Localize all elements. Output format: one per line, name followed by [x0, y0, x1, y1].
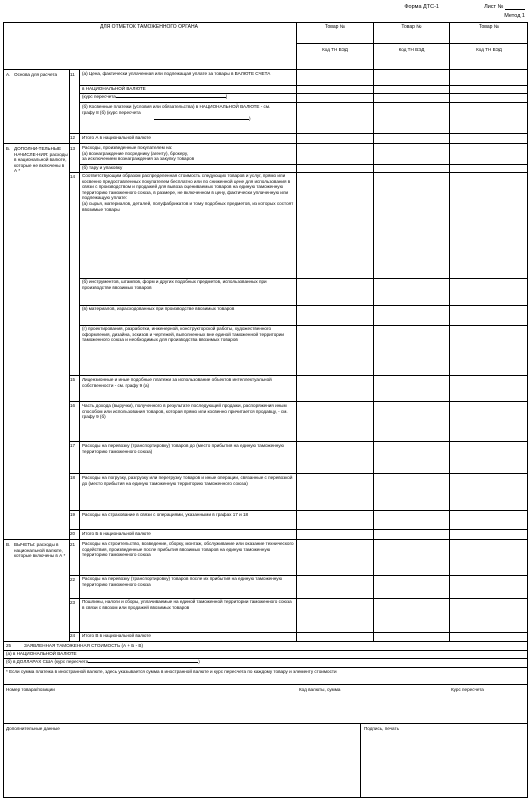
head-bottom-line: [4, 69, 527, 70]
row-19-number: 19: [70, 512, 76, 517]
row-line: [69, 529, 527, 530]
form-label: Форма ДТС-1: [404, 4, 439, 10]
row-17-number: 17: [70, 443, 76, 448]
row-11-number: 11: [70, 72, 75, 77]
row-13b-text: (б) тару и упаковку: [82, 165, 123, 170]
row-14d-text: (г) проектирования, разработки, инженерной, конструкторской работы, художественного оформления, дизайна, эскизов и чертежей, выполненных вне единой таможенной территории таможенного союза и необходимых для производства ввозимых товаров: [82, 326, 284, 343]
row-11b-rate-field[interactable]: [154, 119, 249, 120]
row-25b-rate-field[interactable]: [88, 662, 198, 663]
row-17-text: Расходы на перевозку (транспортировку) товаров до (место прибытия на единую таможенную территорию таможенного союза): [82, 443, 284, 454]
row-22-number: 22: [70, 577, 76, 582]
customs-use-heading: ДЛЯ ОТМЕТОК ТАМОЖЕННОГО ОРГАНА: [100, 24, 198, 30]
row-12-number: 12: [70, 135, 76, 140]
sheet-number: [484, 4, 525, 10]
sheet-number-field[interactable]: [505, 4, 525, 10]
row-line: [4, 684, 527, 685]
conversion-rate-label: Курс пересчета: [451, 687, 484, 692]
row-21-number: 21: [70, 542, 76, 547]
row-23-number: 23: [70, 600, 76, 605]
row-18-number: 18: [70, 475, 76, 480]
row-25b-text: (б) в ДОЛЛАРАХ США (курс пересчета ): [6, 659, 200, 664]
row-15-number: 15: [70, 377, 76, 382]
number-col-divider: [69, 69, 70, 641]
row-line: [4, 723, 527, 724]
section-v-letter: В.: [6, 542, 11, 547]
row-11-rate-field[interactable]: [116, 97, 226, 98]
signature-divider: [360, 723, 361, 798]
row-20-text: Итого Б в национальной валюте: [82, 531, 151, 536]
goods-header-3: Товар №: [478, 24, 500, 30]
hs-code-3: Код ТН ВЭД: [476, 47, 502, 52]
section-a-letter: А.: [6, 72, 11, 77]
section-b-letter: Б.: [6, 146, 11, 151]
row-line: [69, 375, 527, 376]
row-11-rate: (курс пересчета ): [82, 94, 228, 99]
row-19-text: Расходы на страхование в связи с операциями, указанными в графах 17 и 18: [82, 512, 249, 517]
goods-number-label: Номер товара/позиции: [6, 687, 55, 692]
row-14b-text: (б) инструментов, штампов, форм и других подобных предметов, использованных при производстве ввозимых товаров: [82, 279, 267, 290]
additional-data-label: Дополнительные данные: [6, 726, 60, 731]
section-line: [4, 641, 527, 642]
signature-label: Подпись, печать: [364, 726, 399, 731]
row-14-number: 14: [70, 174, 76, 179]
goods-header-2: Товар №: [401, 24, 422, 30]
row-24-number: 24: [70, 633, 76, 638]
section-v-title: ВЫЧЕТЫ: расходы в национальной валюте, которые включены в А *: [14, 542, 66, 559]
row-18-text: Расходы на погрузку, разгрузку или перегрузку товаров и иные операции, связанные с перевозкой до (место прибытия на единую таможенную территорию таможенного союза): [82, 475, 293, 486]
row-21-text: Расходы на строительство, возведение, сборку, монтаж, обслуживание или оказание технического содействия, произведенные после прибытия ввозимых товаров на единую таможенную территорию таможенного союза: [82, 541, 294, 558]
row-22-text: Расходы на перевозку (транспортировку) товаров после их прибытия на единую таможенную территорию таможенного союза: [82, 576, 283, 587]
row-25-number: 25: [6, 643, 12, 648]
row-line: [69, 401, 527, 402]
row-11-national: в НАЦИОНАЛЬНОЙ ВАЛЮТЕ: [82, 86, 146, 91]
row-13-number: 13: [70, 146, 76, 151]
row-11b-rate-field-wrap: ): [154, 116, 254, 122]
row-25-title: ЗАЯВЛЕННАЯ ТАМОЖЕННАЯ СТОИМОСТЬ (А + Б - В): [24, 643, 143, 648]
text-col-divider: [79, 69, 80, 641]
row-line: [69, 473, 527, 474]
row-20-number: 20: [70, 531, 76, 536]
row-12-text: Итого А в национальной валюте: [82, 135, 151, 140]
sheet-label: Лист №: [484, 4, 504, 10]
goods-header-split: [296, 43, 527, 44]
row-16-number: 16: [70, 403, 76, 408]
row-23-text: Пошлины, налоги и сборы, уплачиваемые на единой таможенной территории таможенного союза в связи с ввозом или продажей ввозимых товаров: [82, 599, 292, 610]
row-11b-text: (б) Косвенные платежи (условия или обязательства) в НАЦИОНАЛЬНОЙ ВАЛЮТЕ - см. графу 8 (б) (курс пересчета: [82, 104, 271, 115]
row-25b-label: (б) в ДОЛЛАРАХ США (курс пересчета: [6, 659, 89, 664]
section-b-title: ДОПОЛНИ-ТЕЛЬНЫЕ НАЧИСЛЕ-НИЯ: расходы в национальной валюте, которые не включены в А *: [14, 146, 68, 174]
goods-col-divider-2: [373, 23, 374, 641]
currency-code-label: Код валюты, сумма: [299, 687, 341, 692]
row-line: [69, 133, 527, 134]
row-line: [79, 102, 527, 103]
row-11a-text: (а) Цена, фактически уплаченная или подлежащая уплате за товары в ВАЛЮТЕ СЧЕТА: [82, 71, 271, 76]
row-24-text: Итого В в национальной валюте: [82, 633, 151, 638]
hs-code-2: Код ТН ВЭД: [398, 47, 425, 52]
row-14c-text: (в) материалов, израсходованных при производстве ввозимых товаров: [82, 306, 235, 311]
row-14-text: Соответствующим образом распределенная стоимость следующих товаров и услуг, прямо или косвенно предоставленных покупателем бесплатно или по сниженной цене для использования в связи с производством и продажей для вывоза оцениваемых товаров на единую таможенную территорию таможенного союза, в размере, не включенном в цену, фактически уплаченную или подлежащую уплате: (а) сырья, материалов, деталей, полуфабрикатов и тому подобных предметов, из которых состоят ввозимые товары: [82, 173, 294, 212]
row-16-text: Часть дохода (выручки), полученного в результате последующей продажи, распоряжения иным способом или использования товаров, которая прямо или косвенно причитается продавцу, - см. графу 9 (б): [82, 403, 288, 420]
row-line: [69, 510, 527, 511]
footnote: * Если сумма платежа в иностранной валюте, здесь указывается сумма в иностранной валюте и курс пересчета по каждому товару и элементу стоимости: [6, 669, 337, 674]
section-line: [4, 143, 527, 144]
row-11-rate-label: (курс пересчета: [82, 94, 116, 99]
section-line: [4, 667, 527, 668]
goods-col-divider-3: [449, 23, 450, 641]
method-label: Метод 1: [504, 13, 525, 19]
row-25a-text: (а) в НАЦИОНАЛЬНОЙ ВАЛЮТЕ: [6, 651, 77, 656]
form-frame: [3, 22, 528, 798]
goods-col-divider-1: [296, 23, 297, 641]
row-line: [69, 441, 527, 442]
section-line: [4, 539, 527, 540]
hs-code-1: Код ТН ВЭД: [322, 47, 348, 52]
row-15-text: Лицензионные и иные подобные платежи за использование объектов интеллектуальной собственности - см. графу 9 (а): [82, 377, 272, 388]
section-a-title: Основа для расчета: [14, 72, 58, 77]
goods-header-1: Товар №: [324, 24, 346, 30]
row-13-text: Расходы, произведенные покупателем на: (а) вознаграждение посреднику (агенту), брокеру, за исключением вознаграждения за закупку товаров: [82, 145, 195, 162]
